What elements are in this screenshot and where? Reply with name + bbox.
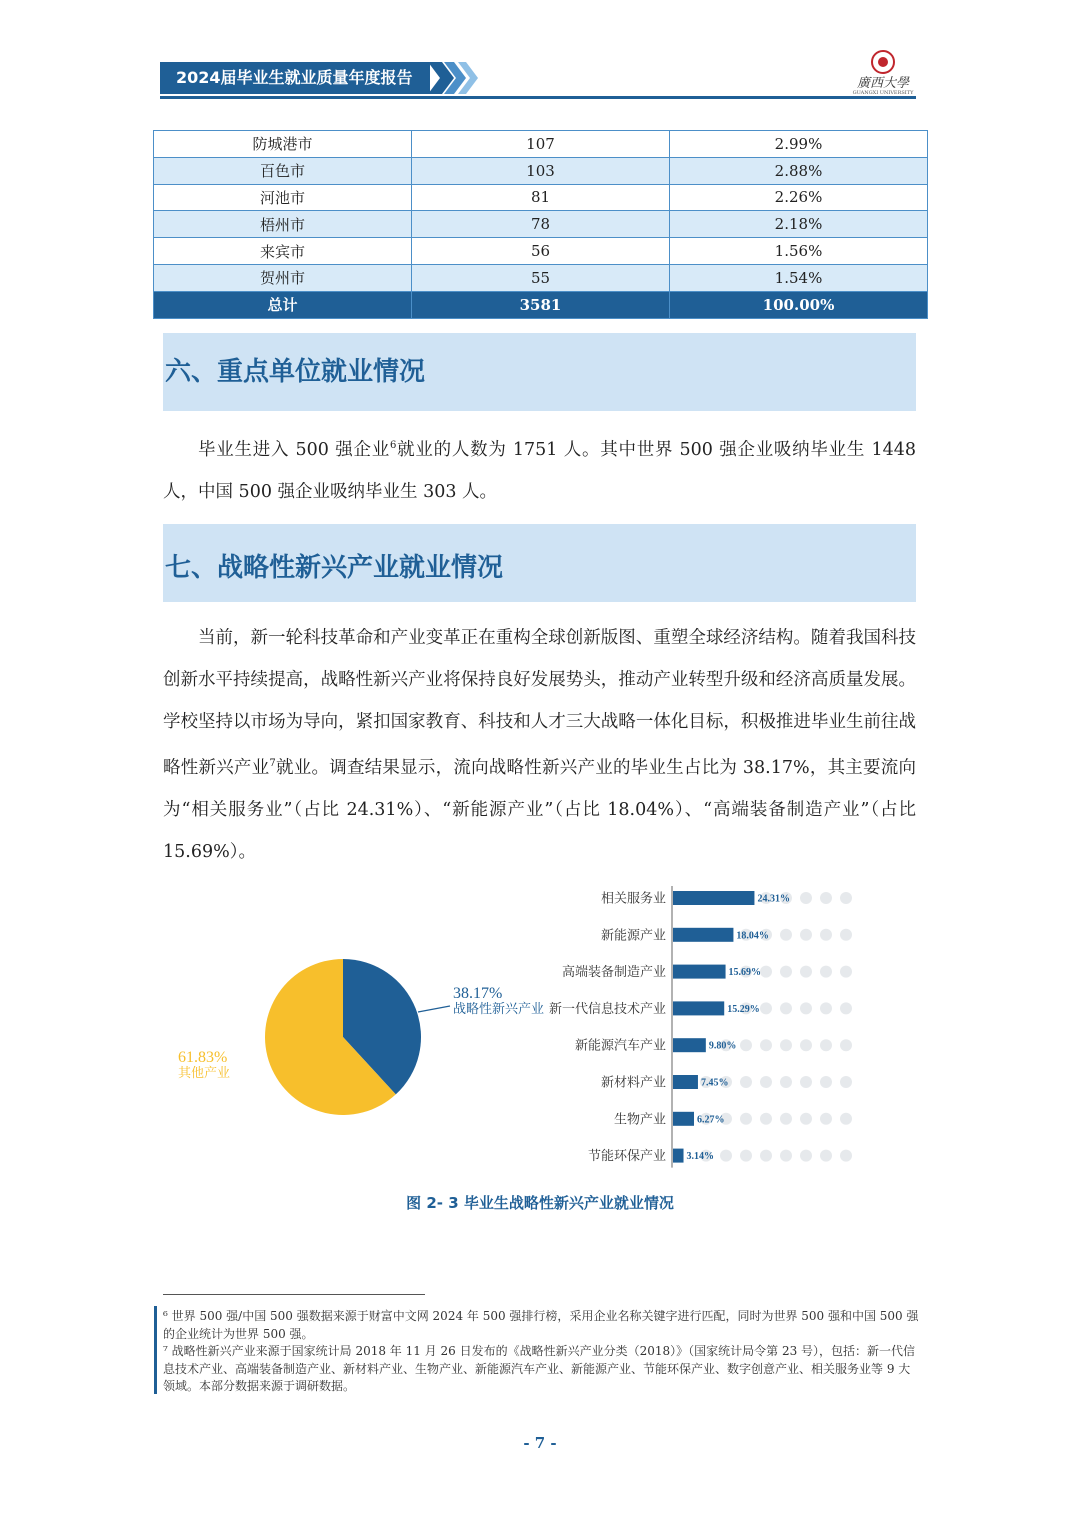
bar-value-label: 15.29% (727, 1003, 760, 1015)
page-number: - 7 - (523, 1434, 557, 1452)
track-person-icon (800, 966, 812, 978)
track-person-icon (820, 1076, 832, 1088)
pie-category-label: 战略性新兴产业 (453, 1001, 545, 1016)
track-person-icon (740, 1076, 752, 1088)
track-person-icon (780, 966, 792, 978)
bar-value-label: 6.27% (697, 1114, 725, 1126)
bar-category-label: 新材料产业 (600, 1074, 666, 1090)
bar-category-label: 新一代信息技术产业 (548, 1000, 666, 1016)
footnote-7: ⁷ 战略性新兴产业来源于国家统计局 2018 年 11 月 26 日发布的《战略性新兴产业分类（2018）》（国家统计局令第 23 号），包括：新一代信息技术产业、高端装备制造产业、新材料产业、生物产业、新能源汽车产业、新能源产业、节能环保产业、数字创意产业、相关服务业等 9 大领域。本部分数据来源于调研数据。 (163, 1344, 916, 1393)
footnote-accent-bar (154, 1306, 157, 1394)
bar (673, 928, 733, 942)
bar-value-label: 9.80% (708, 1040, 737, 1052)
bar-category-label: 新能源产业 (600, 927, 666, 943)
track-person-icon (780, 1039, 792, 1051)
figure-caption: 图 2- 3 毕业生战略性新兴产业就业情况 (406, 1194, 674, 1212)
bar-value-label: 24.31% (757, 893, 790, 905)
header-title: 2024届毕业生就业质量年度报告 (160, 62, 430, 94)
section-6-paragraph: 毕业生进入 500 强企业$^6$就业的人数为 1751 人。其中世界 500 强企业吸纳毕业生 1448 人，中国 500 强企业吸纳毕业生 303 人。 (163, 439, 916, 502)
section-6-heading: 六、重点单位就业情况 (163, 333, 916, 411)
pie-value-label: 61.83% (178, 1049, 228, 1066)
table-row: 河池市 81 2.26% (154, 184, 928, 211)
logo-text: 廣西大學 (856, 76, 909, 91)
track-person-icon (720, 1150, 732, 1162)
track-person-icon (800, 1039, 812, 1051)
strategic-industry-chart (160, 880, 920, 1180)
track-person-icon (820, 892, 832, 904)
track-person-icon (740, 1150, 752, 1162)
track-person-icon (840, 1076, 852, 1088)
track-person-icon (820, 1002, 832, 1014)
track-person-icon (840, 929, 852, 941)
university-logo (848, 48, 918, 98)
table-row: 防城港市 107 2.99% (154, 131, 928, 158)
footnote-rule (163, 1294, 425, 1295)
track-person-icon (780, 1113, 792, 1125)
track-person-icon (840, 1150, 852, 1162)
bar (673, 1001, 724, 1015)
track-person-icon (760, 1039, 772, 1051)
track-person-icon (800, 1076, 812, 1088)
table-row: 来宾市 56 1.56% (154, 238, 928, 265)
table-row: 贺州市 55 1.54% (154, 264, 928, 291)
bar-category-label: 高端装备制造产业 (561, 964, 666, 980)
bar (673, 1038, 706, 1052)
table-row: 梧州市 78 2.18% (154, 211, 928, 238)
bar (673, 1112, 694, 1126)
track-person-icon (820, 929, 832, 941)
bar (673, 965, 726, 979)
pie-leader-line (418, 1006, 450, 1012)
track-person-icon (800, 1150, 812, 1162)
bar-value-label: 3.14% (686, 1151, 715, 1163)
bar (673, 1075, 698, 1089)
bar-category-label: 节能环保产业 (587, 1148, 666, 1164)
pie-value-label: 38.17% (453, 985, 503, 1002)
track-person-icon (820, 1039, 832, 1051)
track-person-icon (840, 966, 852, 978)
bar (673, 891, 754, 905)
pie-category-label: 其他产业 (178, 1065, 231, 1080)
track-person-icon (840, 1113, 852, 1125)
track-person-icon (800, 892, 812, 904)
track-person-icon (780, 929, 792, 941)
section-7-heading: 七、战略性新兴产业就业情况 (163, 524, 916, 602)
track-person-icon (800, 1002, 812, 1014)
bar-category-label: 新能源汽车产业 (574, 1037, 666, 1053)
track-person-icon (840, 892, 852, 904)
table-row: 百色市 103 2.88% (154, 157, 928, 184)
bar-value-label: 15.69% (728, 967, 762, 979)
track-person-icon (820, 1113, 832, 1125)
track-person-icon (780, 1002, 792, 1014)
track-person-icon (760, 966, 772, 978)
logo-subtext: GUANGXI UNIVERSITY (852, 90, 914, 96)
track-person-icon (780, 1076, 792, 1088)
track-person-icon (820, 966, 832, 978)
header-rule (160, 96, 916, 99)
bar-value-label: 18.04% (736, 930, 769, 942)
track-person-icon (800, 929, 812, 941)
bar-category-label: 相关服务业 (600, 890, 666, 906)
bar-category-label: 生物产业 (613, 1111, 666, 1127)
header-chevrons (428, 62, 488, 94)
track-person-icon (800, 1113, 812, 1125)
track-person-icon (740, 1039, 752, 1051)
footnote-6: ⁶ 世界 500 强/中国 500 强数据来源于财富中文网 2024 年 500 强排行榜，采用企业名称关键字进行匹配，同时为世界 500 强和中国 500 强的企业统计为世界 500 强。 (163, 1309, 919, 1341)
bar-value-label: 7.45% (700, 1077, 729, 1089)
track-person-icon (760, 1150, 772, 1162)
section-7-paragraph: 当前，新一轮科技革命和产业变革正在重构全球创新版图、重塑全球经济结构。随着我国科技创新水平持续提高，战略性新兴产业将保持良好发展势头，推动产业转型升级和经济高质量发展。学校坚持以市场为导向，紧扣国家教育、科技和人才三大战略一体化目标，积极推进毕业生前往战略性新兴产业$^7$就业。调查结果显示，流向战略性新兴产业的毕业生占比为 38.17%，其主要流向为“相关服务业”（占比 24.31%）、“新能源产业”（占比 18.04%）、“高端装备制造产业”（占比 15.69%）。 (163, 628, 916, 862)
track-person-icon (760, 1002, 772, 1014)
track-person-icon (820, 1150, 832, 1162)
track-person-icon (840, 1002, 852, 1014)
track-person-icon (760, 1113, 772, 1125)
track-person-icon (840, 1039, 852, 1051)
track-person-icon (760, 1076, 772, 1088)
track-person-icon (780, 1150, 792, 1162)
bar (673, 1149, 684, 1163)
table-total-row: 总计 3581 100.00% (154, 291, 928, 318)
city-distribution-table (153, 130, 928, 319)
track-person-icon (740, 1113, 752, 1125)
